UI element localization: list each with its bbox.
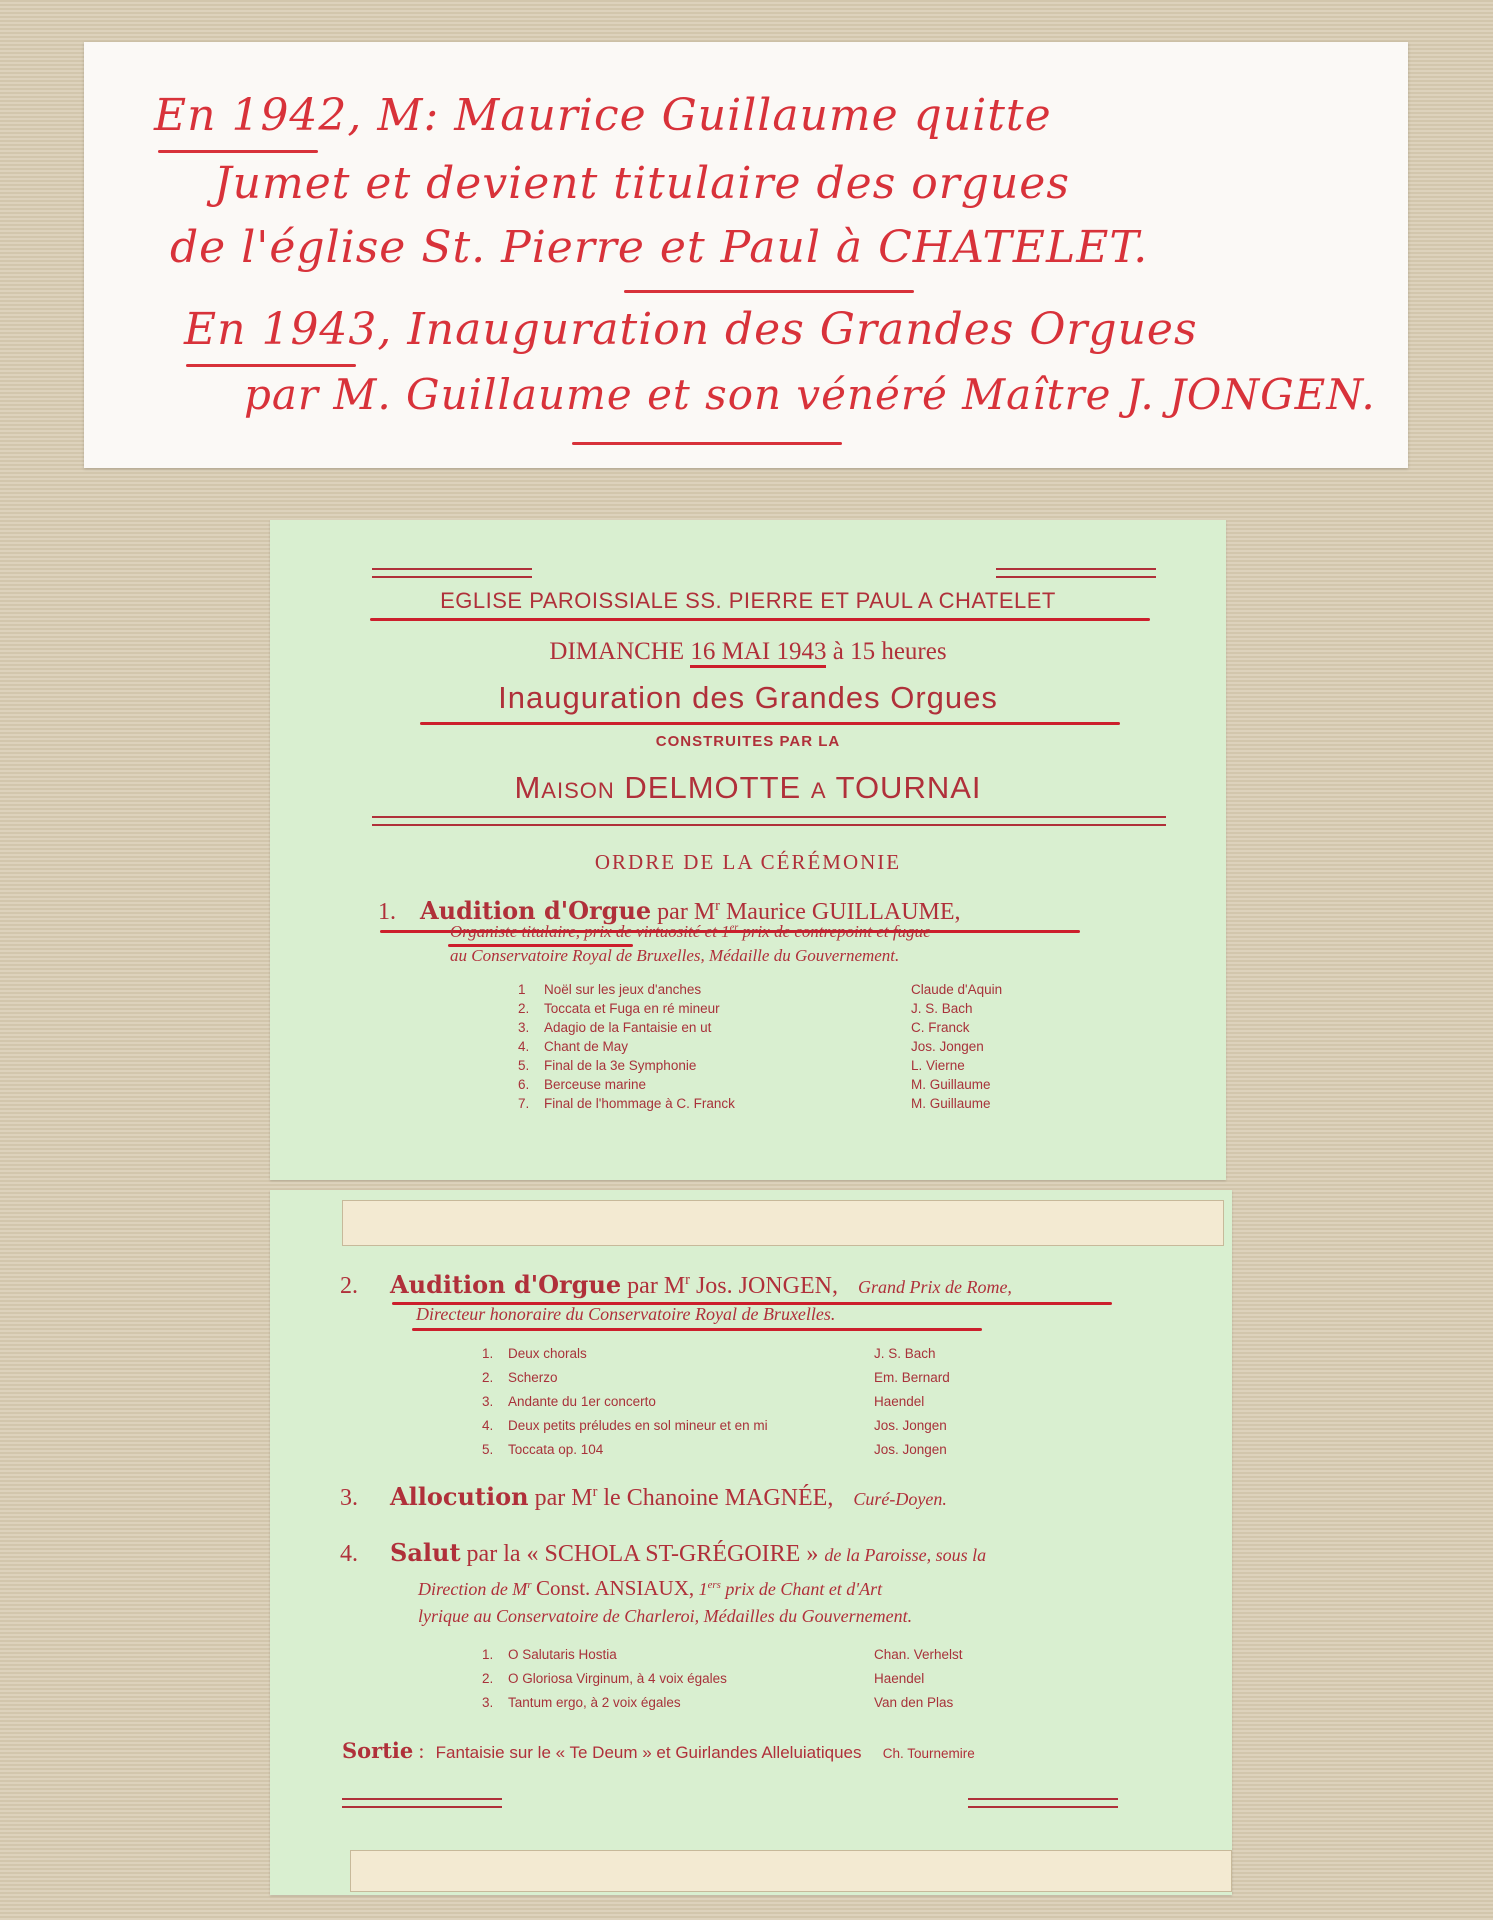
section-3-role: Curé-Doyen. — [853, 1489, 947, 1509]
item-composer: Jos. Jongen — [911, 1039, 984, 1054]
section-4-desc-2a: Direction de M — [418, 1579, 528, 1599]
church-name: EGLISE PAROISSIALE SS. PIERRE ET PAUL A CHATELET — [440, 588, 1056, 613]
item-title: Toccata et Fuga en ré mineur — [544, 1001, 720, 1016]
church-underline — [370, 618, 1150, 621]
double-rule-bottom-left — [342, 1798, 502, 1808]
section-4-desc-2c: prix de Chant et d'Art — [720, 1579, 883, 1599]
item-composer: Van den Plas — [874, 1695, 954, 1710]
item-composer: J. S. Bach — [911, 1001, 973, 1016]
item-number: 5. — [482, 1442, 494, 1457]
item-composer: J. S. Bach — [874, 1346, 936, 1361]
item-composer: M. Guillaume — [911, 1077, 991, 1092]
section-4-number: 4. — [340, 1541, 358, 1567]
paper-tab-top — [342, 1200, 1224, 1246]
section-2-number: 2. — [340, 1273, 358, 1299]
item-title: O Salutaris Hostia — [508, 1647, 617, 1662]
date-suffix: à 15 heures — [832, 638, 947, 665]
section-4-text: par la — [466, 1541, 521, 1567]
program-item — [482, 1394, 656, 1409]
program-item — [482, 1647, 617, 1662]
program-card-2 — [270, 1190, 1232, 1895]
program-item — [518, 1001, 720, 1016]
double-rule-right — [996, 568, 1156, 578]
section-2-par: par M — [627, 1273, 686, 1299]
item-number: 6. — [518, 1077, 530, 1092]
item-title: Berceuse marine — [544, 1077, 647, 1092]
sortie-line — [342, 1738, 975, 1764]
section-1-number: 1. — [378, 899, 396, 925]
item-composer: Claude d'Aquin — [911, 982, 1003, 997]
item-composer: Haendel — [874, 1394, 925, 1409]
section-3-name: le Chanoine MAGNÉE, — [603, 1485, 834, 1511]
built-by: CONSTRUITES PAR LA — [655, 733, 841, 750]
section-3-sup: r — [592, 1484, 598, 1500]
section-3-title: Allocution — [390, 1482, 529, 1511]
note-line-5: par M. Guillaume et son vénéré Maître J. JONGEN. — [244, 370, 1376, 419]
item-composer: Chan. Verhelst — [874, 1647, 963, 1662]
program-item — [518, 982, 701, 997]
item-title: Final de l'hommage à C. Franck — [544, 1096, 735, 1111]
maker-city: TOURNAI — [835, 770, 982, 805]
section-1-desc-1-sup: er — [729, 922, 739, 934]
item-composer: Haendel — [874, 1671, 925, 1686]
section-2-title: Audition d'Orgue — [390, 1270, 622, 1299]
program-item — [482, 1695, 681, 1710]
item-composer: Jos. Jongen — [874, 1442, 947, 1457]
item-number: 3. — [482, 1695, 494, 1710]
handwritten-note — [84, 42, 1408, 468]
note-line-4: En 1943, Inauguration des Grandes Orgues — [184, 304, 1198, 355]
program-item — [518, 1020, 711, 1035]
note-overline-3 — [624, 290, 914, 293]
sortie-title: Sortie — [342, 1738, 414, 1763]
event-date-line — [270, 638, 1226, 666]
sortie-text: Fantaisie sur le « Te Deum » et Guirlandes Alleluiatiques — [435, 1743, 862, 1762]
sortie-composer: Ch. Tournemire — [882, 1746, 975, 1761]
section-4-heading — [340, 1538, 986, 1568]
item-number: 4. — [482, 1418, 494, 1433]
section-2-desc: Directeur honoraire du Conservatoire Royal de Bruxelles. — [416, 1304, 836, 1324]
item-number: 2. — [518, 1001, 530, 1016]
note-line-1: En 1942, M: Maurice Guillaume quitte — [154, 90, 1052, 141]
section-4-desc-2 — [418, 1576, 882, 1601]
section-4-desc-2b: 1 — [698, 1579, 708, 1599]
item-number: 1. — [482, 1346, 494, 1361]
section-3-number: 3. — [340, 1485, 358, 1511]
double-rule-bottom-right — [968, 1798, 1118, 1808]
item-number: 2. — [482, 1671, 494, 1686]
item-title: Tantum ergo, à 2 voix égales — [508, 1695, 681, 1710]
program-item — [482, 1442, 603, 1457]
sortie-colon: : — [418, 1739, 425, 1763]
item-composer: Em. Bernard — [874, 1370, 950, 1385]
note-underline-2 — [186, 364, 356, 367]
section-4-desc-3: lyrique au Conservatoire de Charleroi, Médailles du Gouvernement. — [418, 1606, 913, 1626]
item-title: Toccata op. 104 — [508, 1442, 604, 1457]
maker-a: a — [810, 770, 827, 805]
paper-tab-bottom — [350, 1850, 1232, 1892]
item-title: O Gloriosa Virginum, à 4 voix égales — [508, 1671, 727, 1686]
item-number: 1 — [518, 982, 526, 997]
ceremony-title: ORDRE DE LA CÉRÉMONIE — [594, 850, 902, 874]
program-item — [482, 1418, 768, 1433]
section-2-sup: r — [685, 1272, 690, 1288]
item-number: 4. — [518, 1039, 530, 1054]
section-1-desc-2: au Conservatoire Royal de Bruxelles, Médaille du Gouvernement. — [450, 946, 900, 965]
item-number: 3. — [482, 1394, 494, 1409]
item-number: 2. — [482, 1370, 494, 1385]
section-1-desc-1-end: prix de contrepoint et fugue — [738, 922, 931, 941]
program-item — [482, 1370, 558, 1385]
item-title: Scherzo — [508, 1370, 558, 1385]
section-1-title: Audition d'Orgue — [420, 896, 652, 925]
item-number: 3. — [518, 1020, 530, 1035]
note-underline-4 — [572, 442, 842, 445]
program-item — [482, 1671, 727, 1686]
event-underline — [420, 722, 1120, 725]
section-1-desc-1-text: Organiste titulaire, prix de virtuosité et 1 — [450, 922, 730, 941]
item-title: Final de la 3e Symphonie — [544, 1058, 697, 1073]
section-2-prize: Grand Prix de Rome, — [857, 1277, 1012, 1297]
program-card-1 — [270, 520, 1226, 1180]
program-item — [482, 1346, 587, 1361]
date-prefix: DIMANCHE — [549, 638, 685, 665]
section-4-title: Salut — [390, 1538, 461, 1567]
item-title: Chant de May — [544, 1039, 629, 1054]
program-item — [518, 1039, 628, 1054]
item-title: Deux petits préludes en sol mineur et en mi — [508, 1418, 768, 1433]
program-item — [518, 1077, 646, 1092]
item-composer: L. Vierne — [911, 1058, 965, 1073]
item-number: 1. — [482, 1647, 494, 1662]
section-2-name: Jos. JONGEN, — [695, 1273, 838, 1299]
maker-line — [270, 770, 1226, 806]
item-composer: Jos. Jongen — [874, 1418, 947, 1433]
event-title: Inauguration des Grandes Orgues — [498, 680, 998, 715]
program-item — [518, 1058, 696, 1073]
section-4-director: Const. ANSIAUX, — [536, 1576, 695, 1600]
item-number: 7. — [518, 1096, 530, 1111]
note-line-3: de l'église St. Pierre et Paul à CHATELET. — [170, 222, 1149, 273]
section-1-par: par M — [657, 899, 716, 925]
note-underline-1 — [158, 150, 318, 153]
item-title: Noël sur les jeux d'anches — [544, 982, 702, 997]
section-4-desc-1: de la Paroisse, sous la — [824, 1545, 987, 1565]
section-2-heading — [340, 1270, 1012, 1300]
program-item — [518, 1096, 735, 1111]
maker-prefix: Maison — [514, 770, 615, 805]
item-title: Deux chorals — [508, 1346, 587, 1361]
double-rule-middle — [372, 816, 1166, 826]
note-line-2: Jumet et devient titulaire des orgues — [214, 158, 1070, 209]
section-3-heading — [340, 1482, 947, 1512]
section-4-desc-2-sup: r — [527, 1579, 532, 1591]
section-4-desc-2b-sup: ers — [707, 1579, 721, 1591]
item-number: 5. — [518, 1058, 530, 1073]
section-1-sup: r — [715, 898, 720, 914]
item-title: Andante du 1er concerto — [508, 1394, 656, 1409]
item-composer: M. Guillaume — [911, 1096, 991, 1111]
double-rule-left — [372, 568, 532, 578]
section-1-desc-1 — [450, 922, 931, 942]
item-title: Adagio de la Fantaisie en ut — [544, 1020, 712, 1035]
event-date: 16 MAI 1943 — [690, 638, 826, 668]
section-1-name: Maurice GUILLAUME, — [725, 899, 961, 925]
maker-name: DELMOTTE — [624, 770, 802, 805]
section-3-text: par M — [534, 1485, 593, 1511]
item-composer: C. Franck — [911, 1020, 970, 1035]
section-2-desc-underline — [412, 1328, 982, 1331]
section-4-schola: « SCHOLA ST-GRÉGOIRE » — [526, 1541, 819, 1567]
